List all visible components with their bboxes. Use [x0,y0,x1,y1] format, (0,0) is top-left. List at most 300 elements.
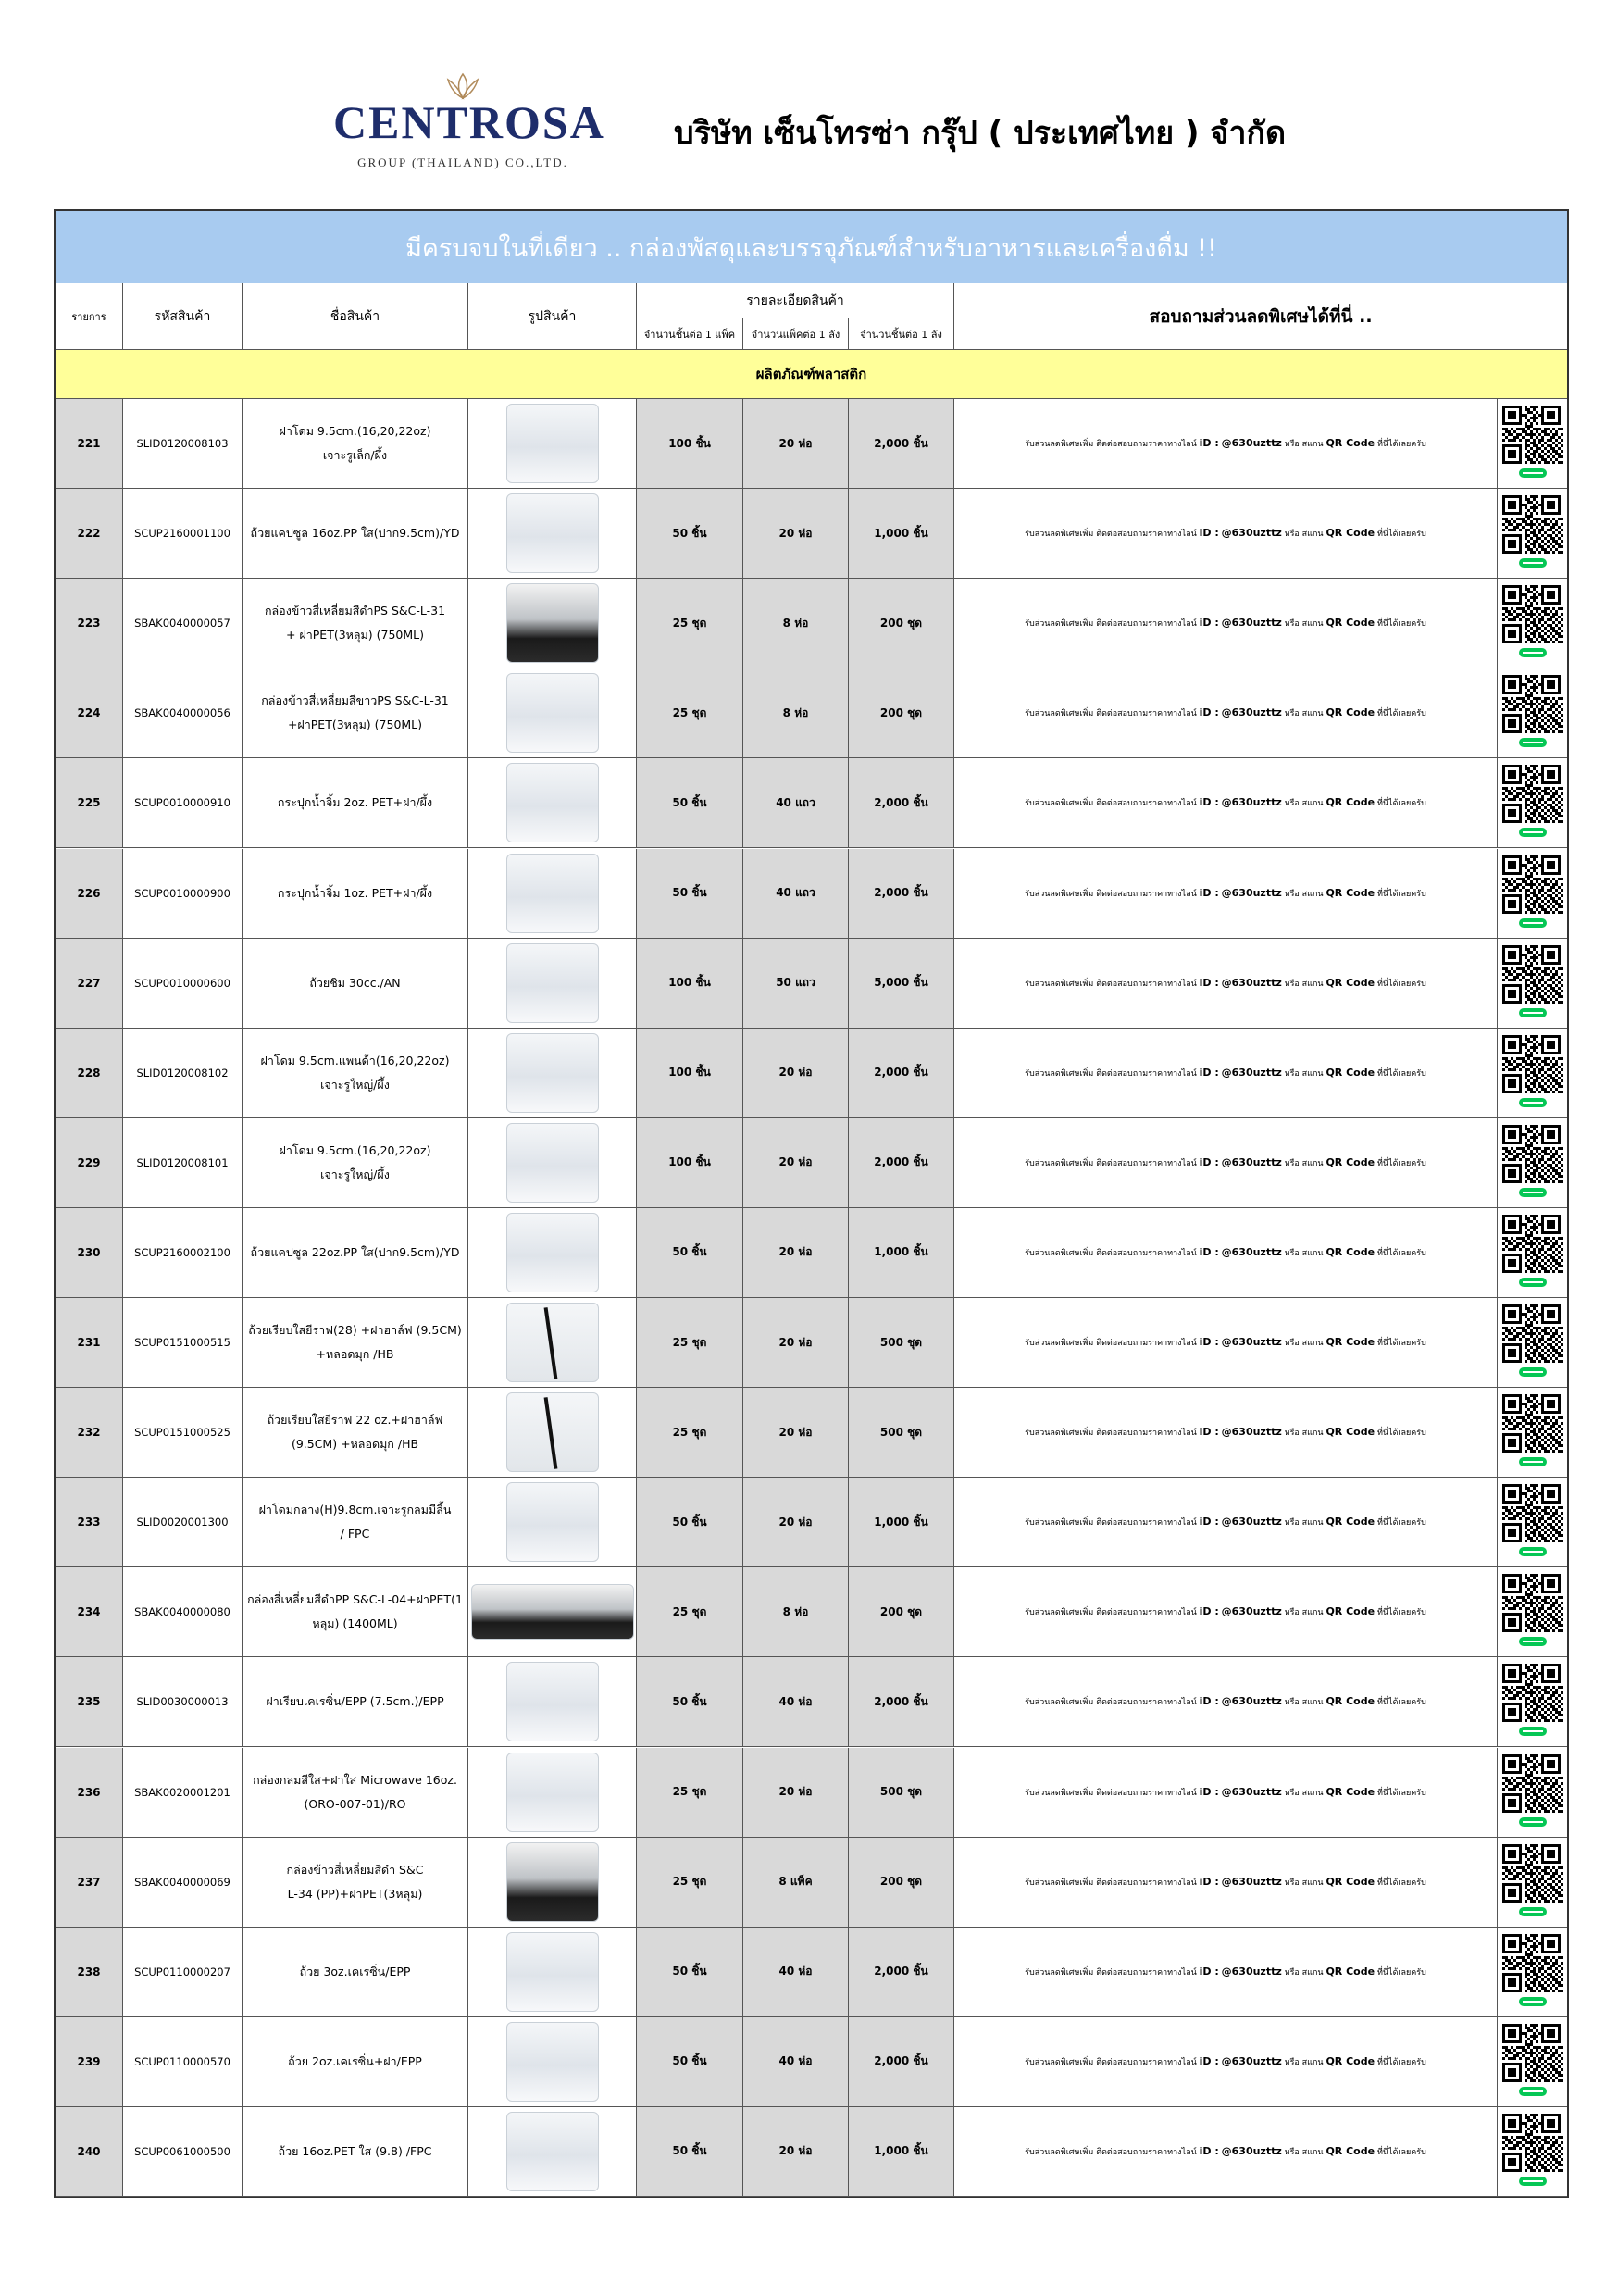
product-image-cell [468,1029,637,1117]
promo-lead: รับส่วนลดพิเศษเพิ่ม ติดต่อสอบถามราคาทางไลน์ [1025,1788,1197,1798]
packs-per-case: 20 ห่อ [743,1748,849,1837]
packs-per-case: 20 ห่อ [743,489,849,578]
qr-block[interactable] [1502,1304,1563,1380]
qr-block[interactable] [1502,1035,1563,1111]
line-id[interactable]: @630uzttz [1221,2144,1282,2157]
qr-code-icon[interactable] [1502,585,1563,646]
promo-lead: รับส่วนลดพิเศษเพิ่ม ติดต่อสอบถามราคาทางไลน์ [1025,889,1197,899]
line-id[interactable]: @630uzttz [1221,1516,1282,1529]
qr-cell [1498,489,1567,578]
product-name-line1: ถ้วยแคปซูล 16oz.PP ใส(ปาก9.5cm)/YD [250,526,460,541]
product-name [243,1748,468,1837]
promo-tail: ที่นี่ได้เลยครับ [1376,1788,1426,1798]
line-add-friend-icon[interactable] [1502,1635,1563,1648]
packs-per-case: 40 ห่อ [743,1657,849,1746]
qr-block[interactable] [1502,1125,1563,1201]
qr-block[interactable] [1502,2024,1563,2100]
product-name-line1: กระปุกน้ำจิ้ม 2oz. PET+ฝา/ผึ้ง [277,795,433,810]
product-code: SLID0030000013 [123,1657,243,1746]
promo-lead: รับส่วนลดพิเศษเพิ่ม ติดต่อสอบถามราคาทางไลน์ [1025,440,1197,449]
qr-cell [1498,2017,1567,2106]
line-id[interactable]: @630uzttz [1221,527,1282,540]
promo-or: หรือ สแกน [1284,440,1324,449]
promo-text [954,1567,1498,1656]
logo-name: CENTROSA [333,96,605,148]
promo-tail: ที่นี่ได้เลยครับ [1376,2147,1426,2157]
promo-lead: รับส่วนลดพิเศษเพิ่ม ติดต่อสอบถามราคาทางไลน์ [1025,979,1197,989]
table-row [56,2107,1567,2197]
promo-or: หรือ สแกน [1284,1068,1324,1079]
product-name [243,668,468,757]
product-name-line2: เจาะรูใหญ่/ผึ้ง [320,1167,390,1181]
promo-or: หรือ สแกน [1284,709,1324,719]
promo-or: หรือ สแกน [1284,1518,1324,1529]
product-image-black-box [506,1842,599,1922]
promo-text [954,2107,1498,2196]
product-name-line2: เจาะรูเล็ก/ผึ้ง [322,448,388,462]
product-name [243,1657,468,1746]
qr-block[interactable] [1502,1664,1563,1740]
product-name [243,2017,468,2106]
product-image-dome-lid [506,1033,599,1113]
qr-cell [1498,1928,1567,2016]
product-name-line1: กล่องสี่เหลี่ยมสีดำPP S&C-L-04+ฝาPET(1 [247,1592,463,1607]
promo-id-label: iD : [1199,706,1219,719]
line-id[interactable]: @630uzttz [1221,796,1282,809]
promo-qr-label: QR Code [1326,1605,1375,1618]
qr-code-icon[interactable] [1502,495,1563,556]
promo-text [954,579,1498,668]
qr-block[interactable] [1502,1394,1563,1470]
qty-per-pack: 25 ชุด [637,579,743,668]
line-id[interactable]: @630uzttz [1221,1605,1282,1618]
table-row [56,1208,1567,1298]
product-code: SCUP0110000207 [123,1928,243,2016]
product-image-cell [468,1478,637,1566]
product-code: SCUP0010000910 [123,758,243,847]
qr-code-icon[interactable] [1502,1574,1563,1635]
promo-text [954,399,1498,488]
promo-id-label: iD : [1199,527,1219,540]
promo-or: หรือ สแกน [1284,530,1324,540]
product-image-cell [468,2017,637,2106]
table-row [56,1838,1567,1928]
promo-text [954,489,1498,578]
qr-code-icon[interactable] [1502,1754,1563,1816]
line-add-friend-icon[interactable] [1502,1186,1563,1199]
product-code: SCUP0010000600 [123,939,243,1028]
promo-qr-label: QR Code [1326,1336,1375,1348]
packs-per-case: 20 ห่อ [743,1118,849,1207]
table-row [56,668,1567,758]
qr-code-icon[interactable] [1502,1934,1563,1995]
pcs-per-case: 1,000 ชิ้น [849,489,954,578]
pcs-per-case: 500 ชุด [849,1388,954,1477]
qty-per-pack: 50 ชิ้น [637,2107,743,2196]
header-details: รายละเอียดสินค้า [637,283,954,318]
product-code: SCUP0061000500 [123,2107,243,2196]
line-add-friend-icon[interactable] [1502,736,1563,749]
promo-lead: รับส่วนลดพิเศษเพิ่ม ติดต่อสอบถามราคาทางไลน์ [1025,709,1197,719]
line-add-friend-icon[interactable] [1502,1006,1563,1019]
product-image-straw-cup [506,1392,599,1472]
pcs-per-case: 1,000 ชิ้น [849,1208,954,1297]
promo-or: หรือ สแกน [1284,1698,1324,1708]
header-packs-per-case: จำนวนแพ็คต่อ 1 ลัง [743,318,849,350]
header-pcs-per-case: จำนวนชิ้นต่อ 1 ลัง [849,318,954,350]
product-image-cell [468,1118,637,1207]
promo-qr-label: QR Code [1326,1066,1375,1079]
product-name-line2: (ORO-007-01)/RO [304,1796,406,1811]
promo-tail: ที่นี่ได้เลยครับ [1376,440,1426,449]
qr-block[interactable] [1502,1844,1563,1920]
promo-qr-label: QR Code [1326,796,1375,809]
line-add-friend-icon[interactable] [1502,556,1563,569]
product-code: SCUP0151000515 [123,1298,243,1387]
promo-or: หรือ สแกน [1284,799,1324,809]
company-logo [333,72,605,169]
product-name-line1: กล่องข้าวสี่เหลี่ยมสีดำPS S&C-L-31 [264,604,446,618]
line-id[interactable]: @630uzttz [1221,1066,1282,1079]
line-id[interactable]: @630uzttz [1221,2054,1282,2067]
product-name [243,758,468,847]
line-id[interactable]: @630uzttz [1221,617,1282,630]
product-name-line1: ฝาโดม 9.5cm.แพนด้า(16,20,22oz) [260,1053,450,1067]
packs-per-case: 8 ห่อ [743,668,849,757]
promo-text [954,758,1498,847]
qr-block[interactable] [1502,495,1563,571]
qr-block[interactable] [1502,855,1563,931]
qty-per-pack: 50 ชิ้น [637,1657,743,1746]
product-image-clear-cup [506,2112,599,2191]
row-number: 227 [56,939,123,1028]
promo-or: หรือ สแกน [1284,889,1324,899]
line-id[interactable]: @630uzttz [1221,1155,1282,1168]
product-code: SLID0120008103 [123,399,243,488]
line-id[interactable]: @630uzttz [1221,1695,1282,1708]
promo-qr-label: QR Code [1326,1875,1375,1888]
line-id[interactable]: @630uzttz [1221,1336,1282,1348]
row-number: 231 [56,1298,123,1387]
qty-per-pack: 25 ชุด [637,1298,743,1387]
promo-tail: ที่นี่ได้เลยครับ [1376,1878,1426,1888]
promo-lead: รับส่วนลดพิเศษเพิ่ม ติดต่อสอบถามราคาทางไลน์ [1025,1608,1197,1618]
qty-per-pack: 50 ชิ้น [637,489,743,578]
product-image-cell [468,1838,637,1927]
qr-block[interactable] [1502,2114,1563,2190]
product-name-line2: หลุม) (1400ML) [312,1616,398,1631]
qr-code-icon[interactable] [1502,1215,1563,1276]
line-id[interactable]: @630uzttz [1221,706,1282,719]
qr-block[interactable] [1502,585,1563,661]
product-name-line1: กระปุกน้ำจิ้ม 1oz. PET+ฝา/ผึ้ง [277,885,433,900]
qr-code-icon[interactable] [1502,855,1563,917]
promo-text [954,668,1498,757]
pcs-per-case: 200 ชุด [849,1567,954,1656]
product-image-cell [468,2107,637,2196]
qr-code-icon[interactable] [1502,945,1563,1006]
product-image-cell [468,489,637,578]
line-add-friend-icon[interactable] [1502,1995,1563,2008]
promo-tail: ที่นี่ได้เลยครับ [1376,1339,1426,1348]
product-code: SBAK0040000080 [123,1567,243,1656]
product-image-cell [468,668,637,757]
qr-block[interactable] [1502,1215,1563,1291]
table-row [56,1657,1567,1747]
qr-block[interactable] [1502,765,1563,841]
product-image-cell [468,758,637,847]
promo-qr-label: QR Code [1326,527,1375,540]
line-add-friend-icon[interactable] [1502,1725,1563,1738]
promo-tail: ที่นี่ได้เลยครับ [1376,1967,1426,1978]
promo-qr-label: QR Code [1326,976,1375,989]
promo-id-label: iD : [1199,1695,1219,1708]
qr-block[interactable] [1502,1574,1563,1650]
line-add-friend-icon[interactable] [1502,1366,1563,1379]
table-row [56,2017,1567,2107]
promo-lead: รับส่วนลดพิเศษเพิ่ม ติดต่อสอบถามราคาทางไลน์ [1025,1518,1197,1529]
product-name-line1: ฝาโดม 9.5cm.(16,20,22oz) [279,424,431,438]
product-name [243,1478,468,1566]
qr-code-icon[interactable] [1502,2114,1563,2175]
line-add-friend-icon[interactable] [1502,1096,1563,1109]
promo-tail: ที่นี่ได้เลยครับ [1376,1429,1426,1439]
pcs-per-case: 500 ชุด [849,1298,954,1387]
header-image: รูปสินค้า [468,283,637,350]
line-add-friend-icon[interactable] [1502,646,1563,659]
product-name [243,399,468,488]
product-image-small-cup [506,1932,599,2012]
category-header: ผลิตภัณฑ์พลาสติก [56,350,1567,399]
promo-id-label: iD : [1199,2144,1219,2157]
qr-code-icon[interactable] [1502,1035,1563,1096]
product-name [243,1388,468,1477]
product-image-tasting-cup [506,943,599,1023]
qty-per-pack: 100 ชิ้น [637,1118,743,1207]
row-number: 239 [56,2017,123,2106]
qr-block[interactable] [1502,1484,1563,1560]
qty-per-pack: 25 ชุด [637,1838,743,1927]
promo-text [954,939,1498,1028]
promo-lead: รับส่วนลดพิเศษเพิ่ม ติดต่อสอบถามราคาทางไลน์ [1025,799,1197,809]
product-code: SLID0120008101 [123,1118,243,1207]
promo-lead: รับส่วนลดพิเศษเพิ่ม ติดต่อสอบถามราคาทางไลน์ [1025,1068,1197,1079]
qr-code-icon[interactable] [1502,2024,1563,2085]
pcs-per-case: 200 ชุด [849,1838,954,1927]
promo-text [954,1657,1498,1746]
packs-per-case: 8 แพ็ค [743,1838,849,1927]
line-add-friend-icon[interactable] [1502,826,1563,839]
line-add-friend-icon[interactable] [1502,1816,1563,1828]
promo-lead: รับส่วนลดพิเศษเพิ่ม ติดต่อสอบถามราคาทางไลน์ [1025,2057,1197,2067]
qr-block[interactable] [1502,945,1563,1021]
promo-tail: ที่นี่ได้เลยครับ [1376,709,1426,719]
product-name-line2: / FPC [340,1527,370,1541]
promo-tail: ที่นี่ได้เลยครับ [1376,1698,1426,1708]
promo-tail: ที่นี่ได้เลยครับ [1376,1608,1426,1618]
row-number: 228 [56,1029,123,1117]
product-image-clear-cup [506,493,599,573]
qty-per-pack: 100 ชิ้น [637,1029,743,1117]
promo-or: หรือ สแกน [1284,1967,1324,1978]
table-row [56,1298,1567,1388]
pcs-per-case: 2,000 ชิ้น [849,1928,954,2016]
line-id[interactable]: @630uzttz [1221,976,1282,989]
pcs-per-case: 2,000 ชิ้น [849,1118,954,1207]
promo-qr-label: QR Code [1326,2054,1375,2067]
qr-code-icon[interactable] [1502,1844,1563,1905]
product-image-cell [468,1928,637,2016]
product-image-sauce-cup [506,763,599,842]
pcs-per-case: 2,000 ชิ้น [849,1029,954,1117]
promo-lead: รับส่วนลดพิเศษเพิ่ม ติดต่อสอบถามราคาทางไลน์ [1025,530,1197,540]
promo-id-label: iD : [1199,1516,1219,1529]
product-name-line1: ถ้วยเรียบใสยีราฟ 22 oz.+ฝาฮาล์ฟ [267,1413,443,1428]
product-image-cell [468,579,637,668]
qr-cell [1498,1298,1567,1387]
qr-block[interactable] [1502,1934,1563,2010]
qr-code-icon[interactable] [1502,1664,1563,1725]
row-number: 230 [56,1208,123,1297]
qr-cell [1498,849,1567,938]
line-add-friend-icon[interactable] [1502,467,1563,480]
qr-code-icon[interactable] [1502,406,1563,467]
pcs-per-case: 1,000 ชิ้น [849,1478,954,1566]
qr-block[interactable] [1502,406,1563,481]
product-code: SLID0120008102 [123,1029,243,1117]
line-id[interactable]: @630uzttz [1221,1965,1282,1978]
promo-or: หรือ สแกน [1284,2147,1324,2157]
product-name-line2: เจาะรูใหญ่/ผึ้ง [320,1077,390,1092]
promo-id-label: iD : [1199,1426,1219,1439]
qr-block[interactable] [1502,675,1563,751]
qr-cell [1498,1657,1567,1746]
packs-per-case: 8 ห่อ [743,579,849,668]
promo-qr-label: QR Code [1326,706,1375,719]
product-name-line1: ถ้วยเรียบใสยีราฟ(28) +ฝาฮาล์ฟ (9.5CM) [248,1323,462,1337]
promo-qr-label: QR Code [1326,1965,1375,1978]
packs-per-case: 50 แถว [743,939,849,1028]
promo-lead: รับส่วนลดพิเศษเพิ่ม ติดต่อสอบถามราคาทางไลน์ [1025,1429,1197,1439]
product-image-round-box [506,1753,599,1832]
qr-code-icon[interactable] [1502,1304,1563,1366]
promo-qr-label: QR Code [1326,2144,1375,2157]
product-image-white-box [506,673,599,753]
promo-text [954,1118,1498,1207]
qr-cell [1498,1118,1567,1207]
product-code: SCUP2160002100 [123,1208,243,1297]
qr-code-icon[interactable] [1502,1125,1563,1186]
product-image-straw-cup [506,1303,599,1382]
qr-code-icon[interactable] [1502,675,1563,736]
product-name [243,489,468,578]
promo-id-label: iD : [1199,1785,1219,1798]
promo-or: หรือ สแกน [1284,979,1324,989]
promo-id-label: iD : [1199,2054,1219,2067]
promo-or: หรือ สแกน [1284,1788,1324,1798]
qr-code-icon[interactable] [1502,1394,1563,1455]
promo-qr-label: QR Code [1326,437,1375,449]
pcs-per-case: 2,000 ชิ้น [849,849,954,938]
pcs-per-case: 2,000 ชิ้น [849,758,954,847]
product-name [243,1567,468,1656]
line-add-friend-icon[interactable] [1502,1545,1563,1558]
row-number: 238 [56,1928,123,2016]
pcs-per-case: 200 ชุด [849,579,954,668]
promo-tail: ที่นี่ได้เลยครับ [1376,1248,1426,1258]
qr-code-icon[interactable] [1502,765,1563,826]
product-name-line2: (9.5CM) +หลอดมุก /HB [291,1437,419,1452]
product-image-cell [468,1208,637,1297]
header-promo: สอบถามส่วนลดพิเศษได้ที่นี่ .. [954,283,1567,350]
line-id[interactable]: @630uzttz [1221,1875,1282,1888]
line-add-friend-icon[interactable] [1502,2085,1563,2098]
promo-id-label: iD : [1199,1066,1219,1079]
table-row [56,1567,1567,1657]
qr-block[interactable] [1502,1754,1563,1830]
line-id[interactable]: @630uzttz [1221,1426,1282,1439]
qty-per-pack: 25 ชุด [637,668,743,757]
promo-id-label: iD : [1199,1605,1219,1618]
product-image-cell [468,1748,637,1837]
product-image-cell [468,1657,637,1746]
line-add-friend-icon[interactable] [1502,1276,1563,1289]
qr-cell [1498,1029,1567,1117]
logo-subtitle: GROUP (THAILAND) CO.,LTD. [357,156,568,169]
promo-or: หรือ สแกน [1284,1878,1324,1888]
pcs-per-case: 1,000 ชิ้น [849,2107,954,2196]
promo-qr-label: QR Code [1326,1426,1375,1439]
header-name: ชื่อสินค้า [243,283,468,350]
row-number: 240 [56,2107,123,2196]
line-id[interactable]: @630uzttz [1221,1785,1282,1798]
product-name [243,939,468,1028]
product-name-line1: ฝาโดม 9.5cm.(16,20,22oz) [279,1142,431,1157]
line-id[interactable]: @630uzttz [1221,886,1282,899]
product-image-small-cup [506,2022,599,2102]
line-id[interactable]: @630uzttz [1221,1245,1282,1258]
promo-tail: ที่นี่ได้เลยครับ [1376,979,1426,989]
line-add-friend-icon[interactable] [1502,1905,1563,1918]
promo-qr-label: QR Code [1326,617,1375,630]
header-no: รายการ [56,283,123,350]
pcs-per-case: 2,000 ชิ้น [849,1657,954,1746]
table-row [56,1388,1567,1478]
packs-per-case: 40 ห่อ [743,2017,849,2106]
table-row [56,849,1567,939]
product-name [243,2107,468,2196]
line-add-friend-icon[interactable] [1502,1455,1563,1468]
company-title: บริษัท เซ็นโทรซ่า กรุ๊ป ( ประเทศไทย ) จำกัด [674,115,1287,152]
table-row [56,939,1567,1029]
promo-lead: รับส่วนลดพิเศษเพิ่ม ติดต่อสอบถามราคาทางไลน์ [1025,619,1197,630]
line-add-friend-icon[interactable] [1502,917,1563,930]
promo-lead: รับส่วนลดพิเศษเพิ่ม ติดต่อสอบถามราคาทางไลน์ [1025,1248,1197,1258]
line-add-friend-icon[interactable] [1502,2175,1563,2188]
promo-or: หรือ สแกน [1284,1248,1324,1258]
product-image-dome-lid [506,404,599,483]
product-image-cell [468,1298,637,1387]
promo-text [954,1298,1498,1387]
line-id[interactable]: @630uzttz [1221,437,1282,449]
qr-cell [1498,668,1567,757]
table-row [56,579,1567,668]
product-name-line1: ถ้วยแคปซูล 22oz.PP ใส(ปาก9.5cm)/YD [250,1244,460,1259]
promo-lead: รับส่วนลดพิเศษเพิ่ม ติดต่อสอบถามราคาทางไลน์ [1025,2147,1197,2157]
promo-text [954,849,1498,938]
qr-code-icon[interactable] [1502,1484,1563,1545]
qty-per-pack: 25 ชุด [637,1388,743,1477]
